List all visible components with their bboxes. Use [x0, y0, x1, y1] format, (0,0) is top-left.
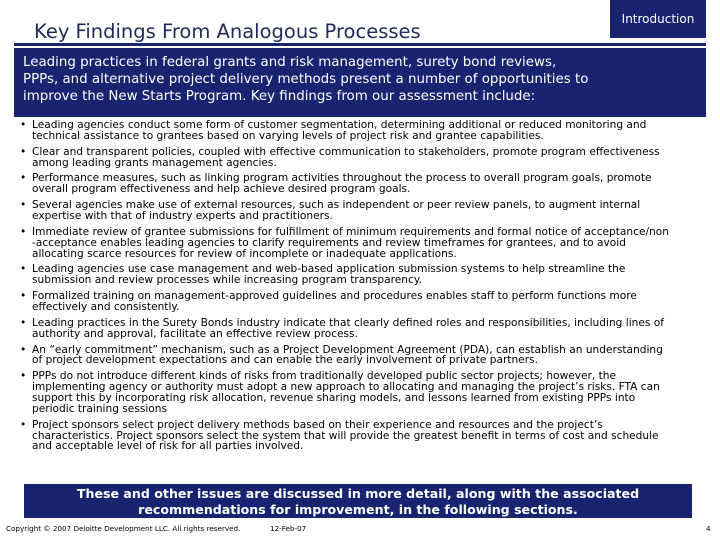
bullet-icon: •	[20, 145, 27, 158]
bullet-icon: •	[20, 199, 27, 212]
finding-text-line: implementing agency or authority must adopt a new approach to allocating and managing the project’s risks. FTA can	[32, 381, 660, 394]
finding-item	[20, 264, 700, 286]
finding-text-line: Leading agencies conduct some form of customer segmentation, determining additional or reduced monitoring and	[32, 119, 647, 131]
finding-text-line: An “early commitment” mechanism, such as a Project Development Agreement (PDA), can establish an understanding	[32, 343, 663, 356]
finding-item	[20, 200, 700, 222]
finding-text-line: characteristics. Project sponsors select the system that will provide the greatest benefit in terms of cost and schedule	[32, 429, 659, 442]
finding-text-line: PPPs do not introduce different kinds of risks from traditionally developed public sector projects; however, the	[32, 370, 617, 383]
finding-item	[20, 227, 700, 259]
bullet-icon: •	[20, 263, 27, 276]
page-number: 4	[706, 524, 711, 533]
finding-text-line: and acceptable level of risk for all parties involved.	[32, 440, 304, 453]
finding-text-line: Project sponsors select project delivery methods based on their experience and resources and the project’s	[32, 418, 603, 431]
bullet-icon: •	[20, 225, 27, 238]
finding-text-line: overall program effectiveness and help achieve desired program goals.	[32, 183, 411, 196]
finding-item	[20, 420, 700, 452]
finding-text-line: support this by incorporating risk allocation, revenue sharing models, and lessons learned from existing PPPs into	[32, 392, 636, 404]
summary-banner	[24, 484, 692, 518]
bullet-icon: •	[20, 343, 27, 356]
bullet-icon: •	[20, 316, 27, 329]
finding-item	[20, 120, 700, 142]
finding-text-line: Clear and transparent policies, coupled with effective communication to stakeholders, promote program effectiveness	[32, 145, 660, 158]
finding-text-line: of project development expectations and can enable the early involvement of private partners.	[32, 354, 538, 367]
finding-text-line: allocating scarce resources for review of incomplete or inadequate applications.	[32, 247, 457, 260]
page-title: Key Findings From Analogous Processes	[34, 20, 421, 43]
finding-text-line: among leading grants management agencies.	[32, 156, 277, 169]
finding-text-line: Performance measures, such as linking program activities throughout the process to overall program goals, promote	[32, 172, 652, 185]
finding-text-line: Leading practices in the Surety Bonds industry indicate that clearly defined roles and responsibilities, including lines of	[32, 316, 664, 329]
bullet-icon: •	[20, 418, 27, 431]
finding-text-line: Leading agencies use case management and web-based application submission systems to help streamline the	[32, 263, 626, 276]
section-tab-introduction: Introduction	[610, 0, 706, 38]
finding-text-line: technical assistance to grantees based on varying levels of project risk and grantee capabilities.	[32, 129, 544, 142]
finding-text-line: authority and approval, facilitate an effective review process.	[32, 327, 358, 340]
intro-line: Leading practices in federal grants and risk management, surety bond reviews,	[23, 55, 557, 70]
finding-item	[20, 318, 700, 340]
finding-item	[20, 173, 700, 195]
intro-line: improve the New Starts Program. Key findings from our assessment include:	[23, 89, 536, 104]
finding-text-line: submission and review processes while increasing program transparency.	[32, 274, 422, 287]
finding-text-line: expertise with that of industry experts and practitioners.	[32, 210, 333, 222]
finding-item	[20, 345, 700, 367]
findings-list	[20, 120, 700, 457]
finding-item	[20, 147, 700, 169]
finding-text-line: effectively and consistently.	[32, 301, 180, 313]
finding-item	[20, 291, 700, 313]
finding-text-line: Formalized training on management-approved guidelines and procedures enables staff to perform functions more	[32, 290, 637, 303]
bullet-icon: •	[20, 290, 27, 303]
finding-text-line: Immediate review of grantee submissions for fulfillment of minimum requirements and formal notice of acceptance/non	[32, 225, 669, 238]
finding-text-line: periodic training sessions	[32, 402, 168, 415]
finding-text-line: Several agencies make use of external resources, such as independent or peer review panels, to augment internal	[32, 199, 641, 212]
finding-item	[20, 371, 700, 414]
bullet-icon: •	[20, 172, 27, 185]
finding-text-line: -acceptance enables leading agencies to clarify requirements and review timeframes for grantees, and to avoid	[32, 236, 626, 249]
bullet-icon: •	[20, 119, 27, 131]
intro-line: PPPs, and alternative project delivery methods present a number of opportunities to	[23, 72, 589, 87]
summary-line: recommendations for improvement, in the following sections.	[138, 501, 578, 517]
summary-line: These and other issues are discussed in more detail, along with the associated	[76, 486, 640, 501]
intro-banner	[14, 48, 706, 117]
bullet-icon: •	[20, 370, 27, 383]
copyright-notice: Copyright © 2007 Deloitte Development LLC. All rights reserved.	[6, 524, 241, 533]
header-divider	[14, 43, 706, 46]
footer-date: 12-Feb-07	[270, 524, 307, 533]
